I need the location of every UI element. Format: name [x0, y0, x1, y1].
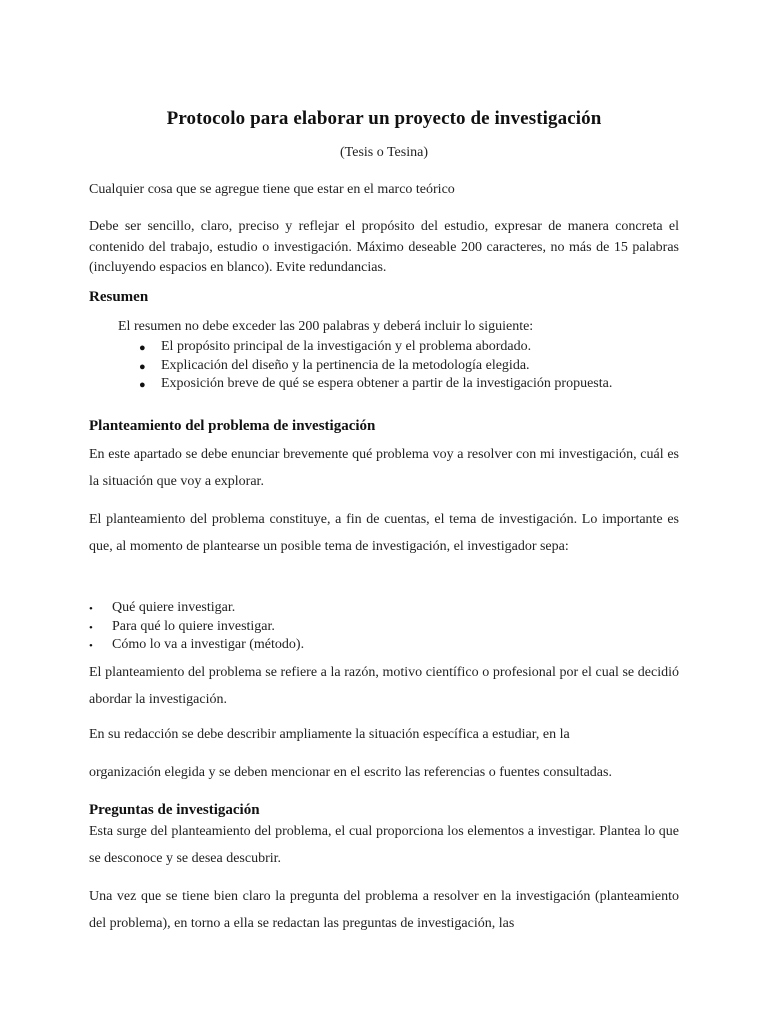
list-item — [139, 338, 612, 357]
planteamiento-paragraph-2: El planteamiento del problema constituye, a fin de cuentas, el tema de investigación. Lo importante es que, al momento de plantearse un posible tema de investigación, el investigador sepa: — [89, 512, 679, 554]
planteamiento-list — [89, 599, 305, 655]
intro-line: Cualquier cosa que se agregue tiene que estar en el marco teórico — [89, 182, 455, 197]
list-item-text: Exposición breve de qué se espera obtener a partir de la investigación propuesta. — [161, 376, 613, 391]
list-item — [139, 375, 613, 394]
intro-paragraph: Debe ser sencillo, claro, preciso y reflejar el propósito del estudio, expresar de manera concreta el contenido del trabajo, estudio o investigación. Máximo deseable 200 caracteres, no más de 15 palabras (incluyendo espacios en blanco). Evite redundancias. — [89, 219, 679, 275]
list-item-text: Cómo lo va a investigar (método). — [112, 637, 305, 652]
list-item-text: El propósito principal de la investigación y el problema abordado. — [161, 339, 532, 354]
list-item-text: Explicación del diseño y la pertinencia de la metodología elegida. — [161, 357, 530, 373]
bullet-icon: ● — [139, 360, 146, 373]
planteamiento-paragraph-3: El planteamiento del problema se refiere a la razón, motivo científico o profesional por el cual se decidió abordar la investigación. — [89, 665, 679, 707]
list-item — [139, 357, 612, 376]
bullet-icon: ● — [139, 379, 146, 391]
list-item — [89, 636, 305, 655]
preguntas-heading: Preguntas de investigación — [89, 802, 260, 818]
bullet-icon: • — [89, 621, 93, 634]
planteamiento-paragraph-4-line-2: organización elegida y se deben mencionar en el escrito las referencias o fuentes consultadas. — [89, 765, 612, 780]
resumen-list — [139, 338, 613, 394]
resumen-lead: El resumen no debe exceder las 200 palabras y deberá incluir lo siguiente: — [118, 319, 534, 334]
planteamiento-paragraph-1: En este apartado se debe enunciar brevemente qué problema voy a resolver con mi investigación, cuál es la situación que voy a explorar. — [89, 447, 679, 489]
document-subtitle: (Tesis o Tesina) — [340, 145, 428, 160]
list-item-text: Qué quiere investigar. — [112, 600, 236, 615]
bullet-icon: ● — [139, 342, 146, 354]
list-item — [89, 599, 304, 618]
preguntas-paragraph-2: Una vez que se tiene bien claro la pregunta del problema a resolver en la investigación (planteamiento del problema), en torno a ella se redactan las preguntas de investigación, las — [89, 889, 679, 931]
document-title: Protocolo para elaborar un proyecto de investigación — [166, 108, 602, 129]
planteamiento-heading: Planteamiento del problema de investigación — [89, 418, 376, 434]
bullet-icon: • — [89, 640, 93, 652]
list-item — [89, 618, 304, 637]
list-item-text: Para qué lo quiere investigar. — [112, 618, 275, 634]
resumen-heading: Resumen — [89, 289, 149, 305]
planteamiento-paragraph-4-line-1: En su redacción se debe describir ampliamente la situación específica a estudiar, en la — [89, 727, 570, 742]
preguntas-paragraph-1: Esta surge del planteamiento del problema, el cual proporciona los elementos a investigar. Plantea lo que se desconoce y se desea descubrir. — [89, 824, 679, 866]
bullet-icon: • — [89, 603, 93, 615]
